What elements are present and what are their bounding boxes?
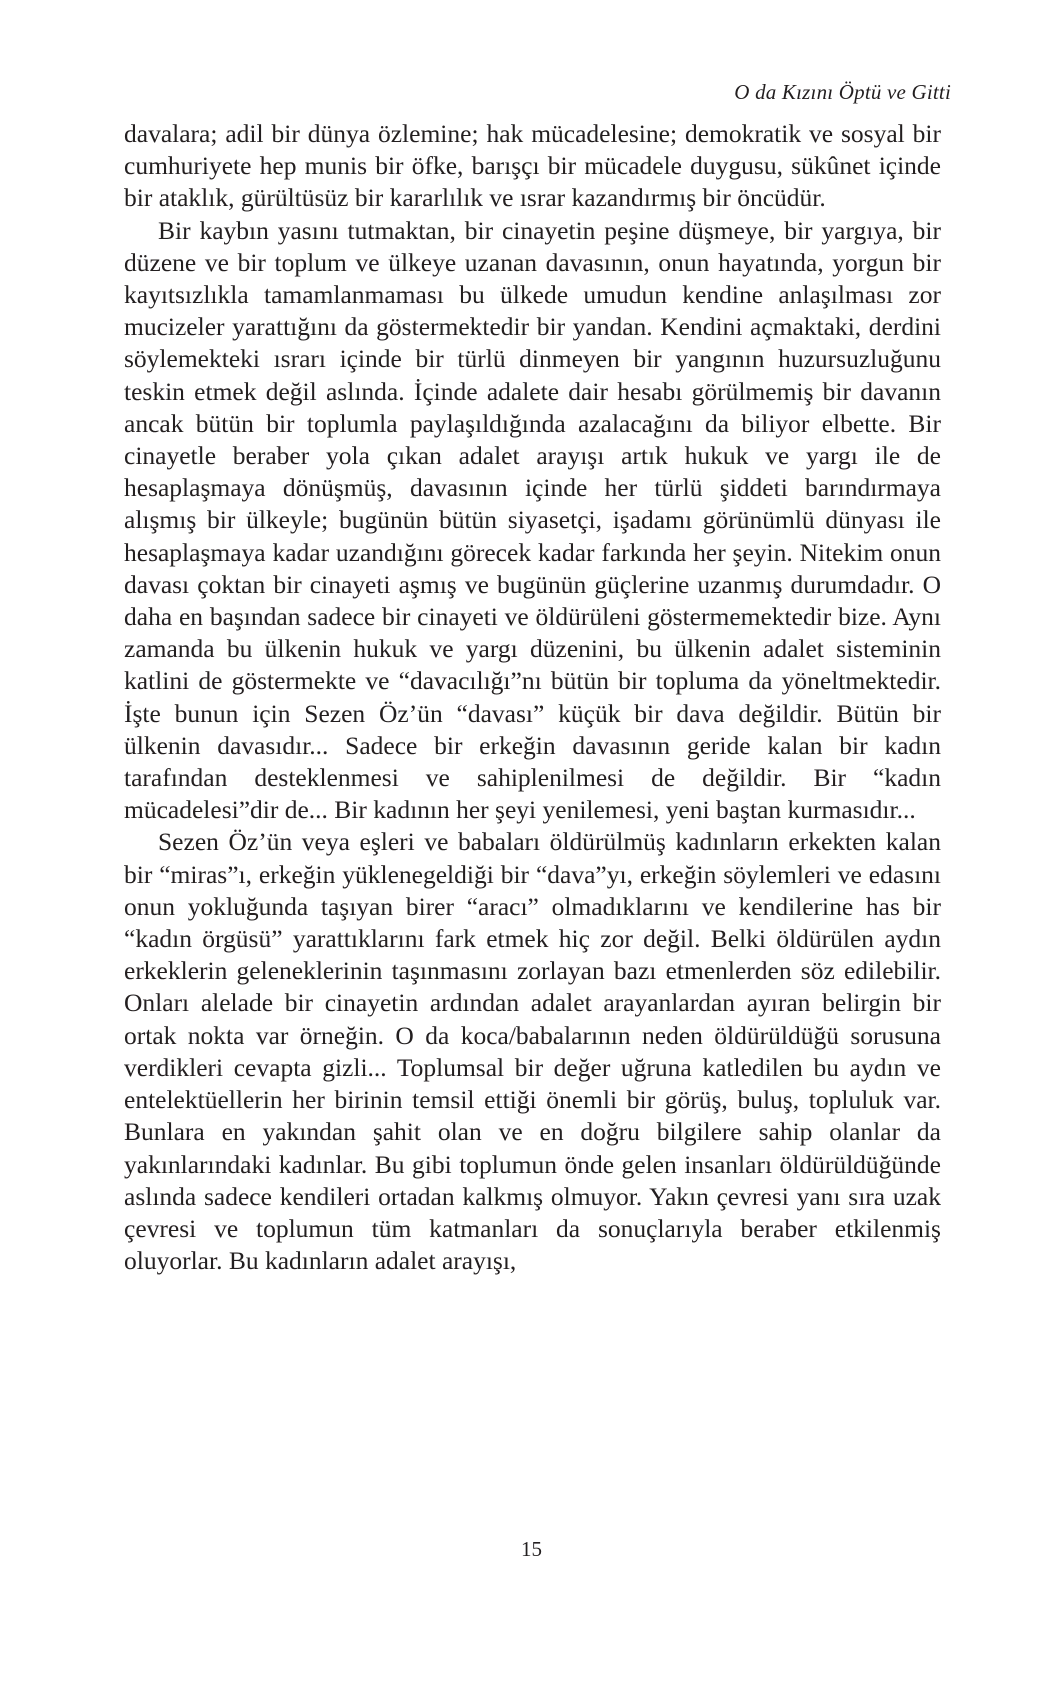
page-number: 15 — [521, 1537, 542, 1561]
paragraph-continued: davalara; adil bir dünya özlemine; hak mücadelesine; demokratik ve sosyal bir cumhuriyete hep munis bir öfke, barışçı bir mücadele duygusu, sükûnet içinde bir ataklık, gürültüsüz bir kararlılık ve ısrar kazandırmış bir öncüdür. — [124, 119, 941, 213]
paragraph: Bir kaybın yasını tutmaktan, bir cinayetin peşine düşmeye, bir yargıya, bir düzene ve bir toplum ve ülkeye uzanan davasının, onun hayatında, yorgun bir kayıtsızlıkla tamamlanmaması bu ülkede umudun kendine anlaşılması zor mucizeler yarattığını da göstermektedir bir yandan. Kendini açmaktaki, derdini söylemekteki ısrarı içinde bir türlü dinmeyen bir yangının huzursuzluğunu teskin etmek değil aslında. İçinde adalete dair hesabı görülmemiş bir davanın ancak bütün bir toplumla paylaşıldığında azalacağını da biliyor elbette. Bir cinayetle beraber yola çıkan adalet arayışı artık hukuk ve yargı ile de hesaplaşmaya dönüşmüş, davasının içinde her türlü şiddeti barındırmaya alışmış bir ülkeyle; bugünün bütün siyasetçi, işadamı görünümlü dünyası ile hesaplaşmaya kadar uzandığını görecek kadar farkında her şeyin. Nitekim onun davası çoktan bir cinayeti aşmış ve bugünün güçlerine uzanmış durumdadır. O daha en başından sadece bir cinayeti ve öldürüleni göstermemektedir bize. Aynı zamanda bu ülkenin hukuk ve yargı düzenini, bu ülkenin adalet sisteminin katlini de göstermekte ve “davacılığı”nı bütün bir topluma da yöneltmektedir. İşte bunun için Sezen Öz’ün “davası” küçük bir dava değildir. Bütün bir ülkenin davasıdır... Sadece bir erkeğin davasının geride kalan bir kadın tarafından desteklenmesi ve sahiplenilmesi de değildir. Bir “kadın mücadelesi”dir de... Bir kadının her şeyi yenilemesi, yeni baştan kurmasıdır... — [124, 215, 941, 825]
body-text — [124, 118, 941, 1277]
running-title: O da Kızını Öptü ve Gitti — [734, 80, 951, 104]
paragraph: Sezen Öz’ün veya eşleri ve babaları öldürülmüş kadınların erkekten kalan bir “miras”ı, erkeğin yüklenegeldiği bir “dava”yı, erkeğin söylemleri ve edasını onun yokluğunda taşıyan birer “aracı” olmadıklarını ve kendilerine has bir “kadın örgüsü” yarattıklarını fark etmek hiç zor değil. Belki öldürülen aydın erkeklerin geleneklerinin taşınmasını zorlayan bazı etmenlerden söz edilebilir. Onları alelade bir cinayetin ardından adalet arayanlardan ayıran belirgin bir ortak nokta var örneğin. O da koca/babalarının neden öldürüldüğü sorusuna verdikleri cevapta gizli... Toplumsal bir değer uğruna katledilen bu aydın ve entelektüellerin her birinin temsil ettiği önemli bir görüş, buluş, topluluk var. Bunlara en yakından şahit olan ve en doğru bilgilere sahip olanlar da yakınlarındaki kadınlar. Bu gibi toplumun önde gelen insanları öldürüldüğünde aslında sadece kendileri ortadan kalkmış olmuyor. Yakın çevresi yanı sıra uzak çevresi ve toplumun tüm katmanları da sonuçlarıyla beraber etkilenmiş oluyorlar. Bu kadınların adalet arayışı, — [124, 827, 941, 1276]
